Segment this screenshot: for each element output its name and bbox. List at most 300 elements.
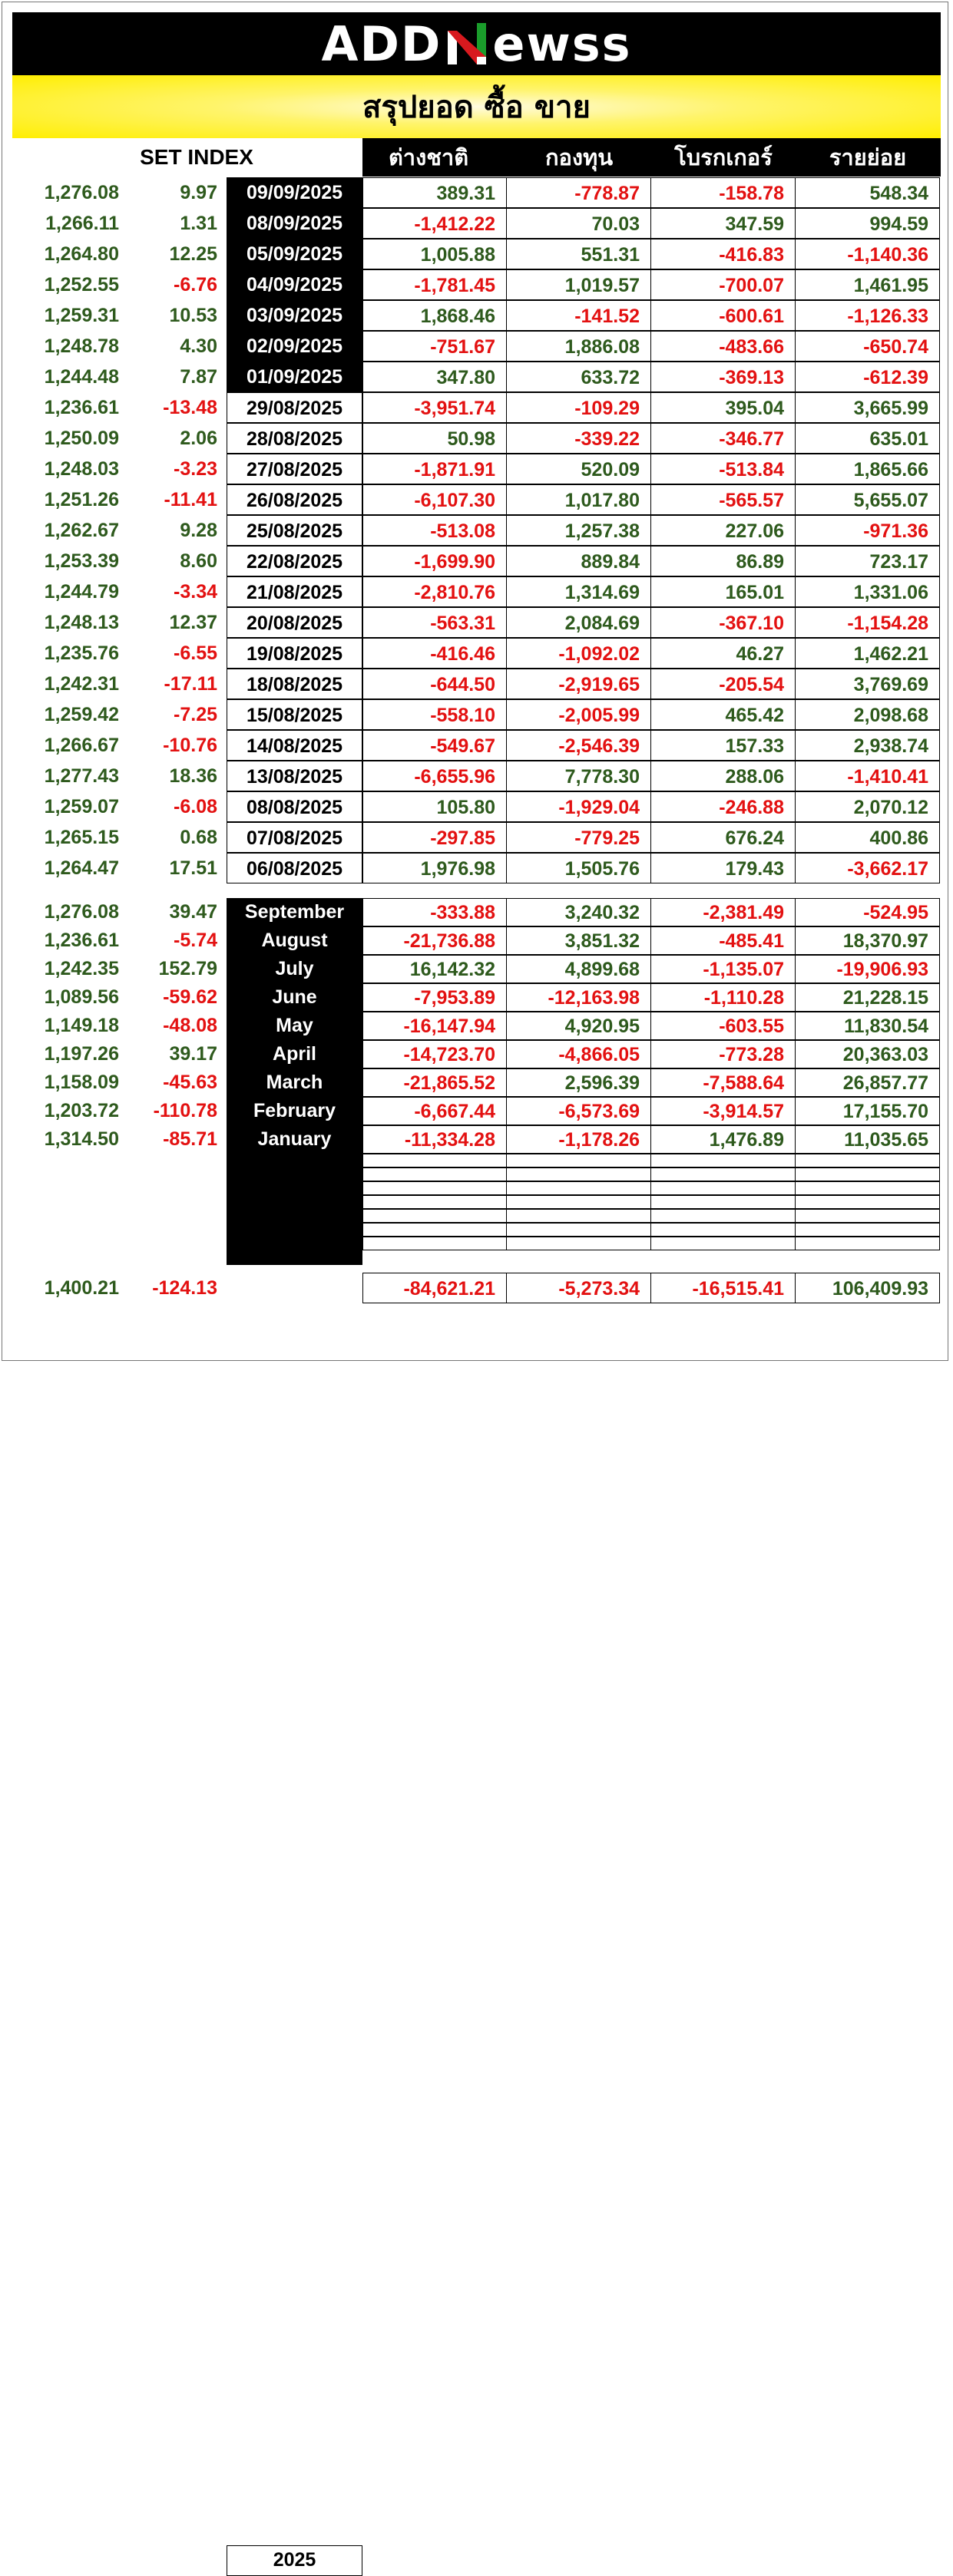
broker-net: -603.55 bbox=[651, 1012, 796, 1040]
broker-net: -367.10 bbox=[651, 607, 796, 638]
broker-net: 46.27 bbox=[651, 638, 796, 669]
month-index-change: 39.47 bbox=[169, 901, 217, 923]
broker-net: 288.06 bbox=[651, 761, 796, 791]
month-index-value: 1,276.08 bbox=[44, 901, 119, 923]
brand-header bbox=[12, 12, 941, 75]
foreign-net: -416.46 bbox=[362, 638, 507, 669]
retail-net: 11,035.65 bbox=[796, 1125, 940, 1154]
broker-net: -7,588.64 bbox=[651, 1068, 796, 1097]
empty-cell bbox=[796, 1209, 940, 1223]
set-index-value: 1,276.08 bbox=[44, 182, 119, 203]
retail-net: 5,655.07 bbox=[796, 484, 940, 515]
total-retail: 106,409.93 bbox=[796, 1273, 940, 1303]
set-index-value: 1,259.07 bbox=[44, 796, 119, 817]
row-date: 07/08/2025 bbox=[227, 822, 362, 853]
empty-cell bbox=[651, 1223, 796, 1237]
total-row bbox=[0, 1273, 953, 2571]
set-index-value: 1,264.47 bbox=[44, 857, 119, 879]
row-date: 15/08/2025 bbox=[227, 699, 362, 730]
row-date: 09/09/2025 bbox=[227, 177, 362, 208]
retail-net: 18,370.97 bbox=[796, 926, 940, 955]
row-date: 06/08/2025 bbox=[227, 853, 362, 883]
set-index-change: -3.34 bbox=[174, 581, 217, 603]
month-label: February bbox=[253, 1100, 336, 1121]
empty-cell bbox=[796, 1223, 940, 1237]
broker-net: 157.33 bbox=[651, 730, 796, 761]
row-date: 27/08/2025 bbox=[227, 454, 362, 484]
institution-net: 4,899.68 bbox=[507, 955, 651, 983]
set-index-change: 8.60 bbox=[180, 550, 217, 572]
institution-net: -109.29 bbox=[507, 392, 651, 423]
broker-net: 179.43 bbox=[651, 853, 796, 883]
table-row bbox=[0, 423, 953, 454]
row-date: 29/08/2025 bbox=[227, 392, 362, 423]
empty-cell bbox=[507, 1167, 651, 1181]
table-row bbox=[0, 362, 953, 392]
table-row bbox=[0, 331, 953, 362]
retail-net: -1,410.41 bbox=[796, 761, 940, 791]
broker-net: 347.59 bbox=[651, 208, 796, 239]
empty-cell bbox=[362, 1181, 507, 1195]
set-index-change: 12.25 bbox=[169, 243, 217, 265]
retail-net: -524.95 bbox=[796, 898, 940, 926]
table-row bbox=[0, 638, 953, 669]
set-index-change: 9.28 bbox=[180, 520, 217, 541]
month-index-change: -45.63 bbox=[163, 1072, 217, 1093]
retail-net: 2,070.12 bbox=[796, 791, 940, 822]
foreign-net: -558.10 bbox=[362, 699, 507, 730]
month-index-change: -110.78 bbox=[153, 1100, 217, 1121]
set-index-change: 18.36 bbox=[169, 765, 217, 787]
institution-net: 2,596.39 bbox=[507, 1068, 651, 1097]
institution-net: 7,778.30 bbox=[507, 761, 651, 791]
retail-net: -19,906.93 bbox=[796, 955, 940, 983]
retail-net: -971.36 bbox=[796, 515, 940, 546]
row-date: 20/08/2025 bbox=[227, 607, 362, 638]
empty-cell bbox=[507, 1195, 651, 1209]
total-broker: -16,515.41 bbox=[651, 1273, 796, 1303]
empty-row bbox=[362, 1237, 940, 1250]
empty-row bbox=[362, 1223, 940, 1237]
month-row bbox=[0, 955, 953, 983]
set-index-value: 1,259.31 bbox=[44, 305, 119, 326]
institution-net: -2,919.65 bbox=[507, 669, 651, 699]
broker-net: -246.88 bbox=[651, 791, 796, 822]
empty-row bbox=[362, 1181, 940, 1195]
month-index-change: -59.62 bbox=[163, 986, 217, 1008]
empty-cell bbox=[796, 1167, 940, 1181]
set-index-change: 2.06 bbox=[180, 428, 217, 449]
month-label: August bbox=[261, 930, 328, 951]
broker-net: -205.54 bbox=[651, 669, 796, 699]
row-date: 02/09/2025 bbox=[227, 331, 362, 362]
row-date: 13/08/2025 bbox=[227, 761, 362, 791]
set-index-change: 1.31 bbox=[180, 213, 217, 234]
institution-net: 551.31 bbox=[507, 239, 651, 269]
broker-net: -485.41 bbox=[651, 926, 796, 955]
retail-net: 1,461.95 bbox=[796, 269, 940, 300]
summary-title: สรุปยอด ซื้อ ขาย bbox=[362, 90, 591, 125]
month-label: June bbox=[272, 986, 317, 1008]
set-index-change: -7.25 bbox=[174, 704, 217, 725]
empty-row bbox=[362, 1167, 940, 1181]
brand-logo bbox=[321, 16, 631, 72]
institution-net: -778.87 bbox=[507, 177, 651, 208]
empty-cell bbox=[651, 1181, 796, 1195]
set-index-value: 1,262.67 bbox=[44, 520, 119, 541]
month-label: January bbox=[257, 1128, 332, 1150]
logo-text-right: ewss bbox=[492, 15, 632, 72]
institution-net: 633.72 bbox=[507, 362, 651, 392]
row-date: 08/09/2025 bbox=[227, 208, 362, 239]
table-row bbox=[0, 607, 953, 638]
set-index-change: 10.53 bbox=[169, 305, 217, 326]
row-date: 18/08/2025 bbox=[227, 669, 362, 699]
row-date: 25/08/2025 bbox=[227, 515, 362, 546]
set-index-value: 1,251.26 bbox=[44, 489, 119, 510]
institution-net: 889.84 bbox=[507, 546, 651, 576]
set-index-value: 1,248.13 bbox=[44, 612, 119, 633]
row-date: 01/09/2025 bbox=[227, 362, 362, 392]
institution-net: -1,092.02 bbox=[507, 638, 651, 669]
set-index-change: -6.76 bbox=[174, 274, 217, 296]
retail-net: 2,098.68 bbox=[796, 699, 940, 730]
col-retail: รายย่อย bbox=[829, 144, 907, 170]
table-row bbox=[0, 669, 953, 699]
empty-cell bbox=[362, 1209, 507, 1223]
foreign-net: -563.31 bbox=[362, 607, 507, 638]
row-date: 21/08/2025 bbox=[227, 576, 362, 607]
month-row bbox=[0, 1012, 953, 1040]
empty-cell bbox=[507, 1223, 651, 1237]
month-label: May bbox=[276, 1015, 313, 1036]
broker-net: -483.66 bbox=[651, 331, 796, 362]
month-label: September bbox=[244, 901, 345, 923]
foreign-net: 16,142.32 bbox=[362, 955, 507, 983]
table-row bbox=[0, 269, 953, 300]
retail-net: -1,126.33 bbox=[796, 300, 940, 331]
institution-net: 2,084.69 bbox=[507, 607, 651, 638]
empty-row bbox=[362, 1195, 940, 1209]
set-index-value: 1,252.55 bbox=[44, 274, 119, 296]
empty-cell bbox=[507, 1209, 651, 1223]
empty-cell bbox=[796, 1181, 940, 1195]
institution-net: -12,163.98 bbox=[507, 983, 651, 1012]
table-row bbox=[0, 515, 953, 546]
set-index-change: 12.37 bbox=[169, 612, 217, 633]
table-row bbox=[0, 791, 953, 822]
institution-net: 4,920.95 bbox=[507, 1012, 651, 1040]
broker-net: -700.07 bbox=[651, 269, 796, 300]
foreign-net: -1,871.91 bbox=[362, 454, 507, 484]
foreign-net: -333.88 bbox=[362, 898, 507, 926]
summary-banner bbox=[12, 75, 941, 138]
institution-net: -1,929.04 bbox=[507, 791, 651, 822]
retail-net: 21,228.15 bbox=[796, 983, 940, 1012]
table-row bbox=[0, 853, 953, 883]
retail-net: 994.59 bbox=[796, 208, 940, 239]
month-index-value: 1,236.61 bbox=[44, 930, 119, 951]
set-index-value: 1,248.78 bbox=[44, 335, 119, 357]
set-index-value: 1,266.11 bbox=[45, 213, 119, 234]
set-index-change: -6.08 bbox=[174, 796, 217, 817]
total-institution: -5,273.34 bbox=[507, 1273, 651, 1303]
month-index-change: 39.17 bbox=[169, 1043, 217, 1065]
month-index-value: 1,203.72 bbox=[44, 1100, 119, 1121]
institution-net: 1,314.69 bbox=[507, 576, 651, 607]
month-row bbox=[0, 983, 953, 1012]
institution-net: -6,573.69 bbox=[507, 1097, 651, 1125]
total-foreign: -84,621.21 bbox=[362, 1273, 507, 1303]
retail-net: 17,155.70 bbox=[796, 1097, 940, 1125]
empty-cell bbox=[651, 1195, 796, 1209]
col-foreign: ต่างชาติ bbox=[388, 144, 469, 170]
empty-cell bbox=[796, 1195, 940, 1209]
institution-net: -1,178.26 bbox=[507, 1125, 651, 1154]
empty-cell bbox=[651, 1167, 796, 1181]
retail-net: -1,154.28 bbox=[796, 607, 940, 638]
month-index-value: 1,314.50 bbox=[44, 1128, 119, 1150]
table-row bbox=[0, 699, 953, 730]
month-index-change: -5.74 bbox=[174, 930, 217, 951]
table-row bbox=[0, 484, 953, 515]
broker-net: -773.28 bbox=[651, 1040, 796, 1068]
set-index-change: 17.51 bbox=[169, 857, 217, 879]
foreign-net: -3,951.74 bbox=[362, 392, 507, 423]
set-index-value: 1,242.31 bbox=[44, 673, 119, 695]
institution-net: 1,886.08 bbox=[507, 331, 651, 362]
foreign-net: -1,699.90 bbox=[362, 546, 507, 576]
retail-net: -612.39 bbox=[796, 362, 940, 392]
retail-net: -650.74 bbox=[796, 331, 940, 362]
foreign-net: 389.31 bbox=[362, 177, 507, 208]
broker-net: -565.57 bbox=[651, 484, 796, 515]
table-row bbox=[0, 392, 953, 423]
institution-net: 1,257.38 bbox=[507, 515, 651, 546]
empty-cell bbox=[651, 1209, 796, 1223]
institution-net: -141.52 bbox=[507, 300, 651, 331]
set-index-value: 1,235.76 bbox=[44, 642, 119, 664]
broker-net: -158.78 bbox=[651, 177, 796, 208]
logo-text-left: ADD bbox=[321, 15, 442, 72]
month-row bbox=[0, 898, 953, 926]
empty-cell bbox=[651, 1154, 796, 1167]
empty-cell bbox=[507, 1237, 651, 1250]
set-index-value: 1,265.15 bbox=[44, 827, 119, 848]
table-row bbox=[0, 177, 953, 208]
retail-net: 2,938.74 bbox=[796, 730, 940, 761]
set-index-value: 1,250.09 bbox=[44, 428, 119, 449]
month-index-value: 1,149.18 bbox=[44, 1015, 119, 1036]
table-row bbox=[0, 208, 953, 239]
table-row bbox=[0, 239, 953, 269]
row-date: 19/08/2025 bbox=[227, 638, 362, 669]
empty-row bbox=[362, 1209, 940, 1223]
set-index-value: 1,266.67 bbox=[44, 735, 119, 756]
month-row bbox=[0, 1068, 953, 1097]
institution-net: -2,546.39 bbox=[507, 730, 651, 761]
empty-cell bbox=[507, 1181, 651, 1195]
institution-net: 520.09 bbox=[507, 454, 651, 484]
foreign-net: -1,412.22 bbox=[362, 208, 507, 239]
foreign-net: 1,976.98 bbox=[362, 853, 507, 883]
foreign-net: 1,868.46 bbox=[362, 300, 507, 331]
row-date: 26/08/2025 bbox=[227, 484, 362, 515]
set-index-change: -17.11 bbox=[164, 673, 217, 695]
retail-net: 1,331.06 bbox=[796, 576, 940, 607]
institution-net: 3,240.32 bbox=[507, 898, 651, 926]
retail-net: 3,665.99 bbox=[796, 392, 940, 423]
institution-net: 3,851.32 bbox=[507, 926, 651, 955]
foreign-net: -16,147.94 bbox=[362, 1012, 507, 1040]
row-date: 22/08/2025 bbox=[227, 546, 362, 576]
institution-net: 1,019.57 bbox=[507, 269, 651, 300]
set-index-value: 1,244.48 bbox=[44, 366, 119, 388]
month-label: March bbox=[266, 1072, 323, 1093]
row-date: 04/09/2025 bbox=[227, 269, 362, 300]
foreign-net: 50.98 bbox=[362, 423, 507, 454]
foreign-net: 347.80 bbox=[362, 362, 507, 392]
foreign-net: -1,781.45 bbox=[362, 269, 507, 300]
institution-net: -4,866.05 bbox=[507, 1040, 651, 1068]
table-row bbox=[0, 730, 953, 761]
table-row bbox=[0, 822, 953, 853]
table-row bbox=[0, 546, 953, 576]
retail-net: 1,462.21 bbox=[796, 638, 940, 669]
foreign-net: -14,723.70 bbox=[362, 1040, 507, 1068]
total-change: -124.13 bbox=[152, 1277, 217, 1299]
foreign-net: 1,005.88 bbox=[362, 239, 507, 269]
broker-net: -1,135.07 bbox=[651, 955, 796, 983]
table-row bbox=[0, 761, 953, 791]
row-date: 14/08/2025 bbox=[227, 730, 362, 761]
broker-net: -600.61 bbox=[651, 300, 796, 331]
empty-cell bbox=[362, 1154, 507, 1167]
empty-cell bbox=[362, 1195, 507, 1209]
foreign-net: -6,107.30 bbox=[362, 484, 507, 515]
empty-row bbox=[362, 1154, 940, 1167]
empty-cell bbox=[362, 1223, 507, 1237]
col-institution: กองทุน bbox=[544, 144, 614, 170]
broker-net: 165.01 bbox=[651, 576, 796, 607]
set-index-change: -3.23 bbox=[174, 458, 217, 480]
broker-net: 86.89 bbox=[651, 546, 796, 576]
institution-net: -2,005.99 bbox=[507, 699, 651, 730]
broker-net: 1,476.89 bbox=[651, 1125, 796, 1154]
foreign-net: 105.80 bbox=[362, 791, 507, 822]
empty-cell bbox=[362, 1167, 507, 1181]
set-index-value: 1,253.39 bbox=[44, 550, 119, 572]
retail-net: 723.17 bbox=[796, 546, 940, 576]
set-index-value: 1,244.79 bbox=[44, 581, 119, 603]
institution-net: -339.22 bbox=[507, 423, 651, 454]
logo-n-mark bbox=[443, 20, 491, 68]
foreign-net: -297.85 bbox=[362, 822, 507, 853]
table-row bbox=[0, 576, 953, 607]
row-date: 28/08/2025 bbox=[227, 423, 362, 454]
broker-net: -416.83 bbox=[651, 239, 796, 269]
foreign-net: -549.67 bbox=[362, 730, 507, 761]
empty-cell bbox=[362, 1237, 507, 1250]
retail-net: 635.01 bbox=[796, 423, 940, 454]
set-index-change: 7.87 bbox=[180, 366, 217, 388]
institution-net: -779.25 bbox=[507, 822, 651, 853]
set-index-value: 1,259.42 bbox=[44, 704, 119, 725]
row-date: 05/09/2025 bbox=[227, 239, 362, 269]
month-index-value: 1,089.56 bbox=[44, 986, 119, 1008]
broker-net: 676.24 bbox=[651, 822, 796, 853]
empty-cell bbox=[651, 1237, 796, 1250]
set-index-change: 9.97 bbox=[180, 182, 217, 203]
set-index-value: 1,277.43 bbox=[44, 765, 119, 787]
total-index: 1,400.21 bbox=[44, 1277, 119, 1299]
set-index-value: 1,248.03 bbox=[44, 458, 119, 480]
foreign-net: -2,810.76 bbox=[362, 576, 507, 607]
foreign-net: -21,736.88 bbox=[362, 926, 507, 955]
set-index-value: 1,264.80 bbox=[44, 243, 119, 265]
set-index-change: 0.68 bbox=[180, 827, 217, 848]
row-date: 08/08/2025 bbox=[227, 791, 362, 822]
row-date: 03/09/2025 bbox=[227, 300, 362, 331]
column-header-row bbox=[12, 138, 941, 177]
retail-net: 20,363.03 bbox=[796, 1040, 940, 1068]
month-index-value: 1,197.26 bbox=[44, 1043, 119, 1065]
broker-net: 227.06 bbox=[651, 515, 796, 546]
table-row bbox=[0, 454, 953, 484]
month-index-change: 152.79 bbox=[158, 958, 217, 979]
month-index-change: -48.08 bbox=[163, 1015, 217, 1036]
institution-net: 1,505.76 bbox=[507, 853, 651, 883]
month-label: April bbox=[273, 1043, 316, 1065]
set-index-change: -6.55 bbox=[174, 642, 217, 664]
table-row bbox=[0, 300, 953, 331]
set-index-change: -13.48 bbox=[163, 397, 217, 418]
retail-net: -1,140.36 bbox=[796, 239, 940, 269]
foreign-net: -751.67 bbox=[362, 331, 507, 362]
broker-net: -369.13 bbox=[651, 362, 796, 392]
month-index-change: -85.71 bbox=[163, 1128, 217, 1150]
retail-net: 11,830.54 bbox=[796, 1012, 940, 1040]
retail-net: 1,865.66 bbox=[796, 454, 940, 484]
broker-net: -2,381.49 bbox=[651, 898, 796, 926]
column-header-bar bbox=[362, 138, 941, 177]
empty-cell bbox=[796, 1154, 940, 1167]
month-row bbox=[0, 1040, 953, 1068]
month-index-value: 1,242.35 bbox=[44, 958, 119, 979]
empty-cell bbox=[796, 1237, 940, 1250]
institution-net: 1,017.80 bbox=[507, 484, 651, 515]
total-year-label: 2025 bbox=[227, 2545, 362, 2576]
col-broker: โบรกเกอร์ bbox=[674, 144, 773, 170]
foreign-net: -11,334.28 bbox=[362, 1125, 507, 1154]
broker-net: -1,110.28 bbox=[651, 983, 796, 1012]
month-index-value: 1,158.09 bbox=[44, 1072, 119, 1093]
foreign-net: -6,655.96 bbox=[362, 761, 507, 791]
broker-net: -513.84 bbox=[651, 454, 796, 484]
month-row bbox=[0, 1097, 953, 1125]
institution-net: 70.03 bbox=[507, 208, 651, 239]
broker-net: 395.04 bbox=[651, 392, 796, 423]
retail-net: 26,857.77 bbox=[796, 1068, 940, 1097]
foreign-net: -21,865.52 bbox=[362, 1068, 507, 1097]
month-row bbox=[0, 926, 953, 955]
month-row bbox=[0, 1125, 953, 1154]
set-index-change: 4.30 bbox=[180, 335, 217, 357]
foreign-net: -644.50 bbox=[362, 669, 507, 699]
set-index-value: 1,236.61 bbox=[44, 397, 119, 418]
retail-net: -3,662.17 bbox=[796, 853, 940, 883]
retail-net: 548.34 bbox=[796, 177, 940, 208]
